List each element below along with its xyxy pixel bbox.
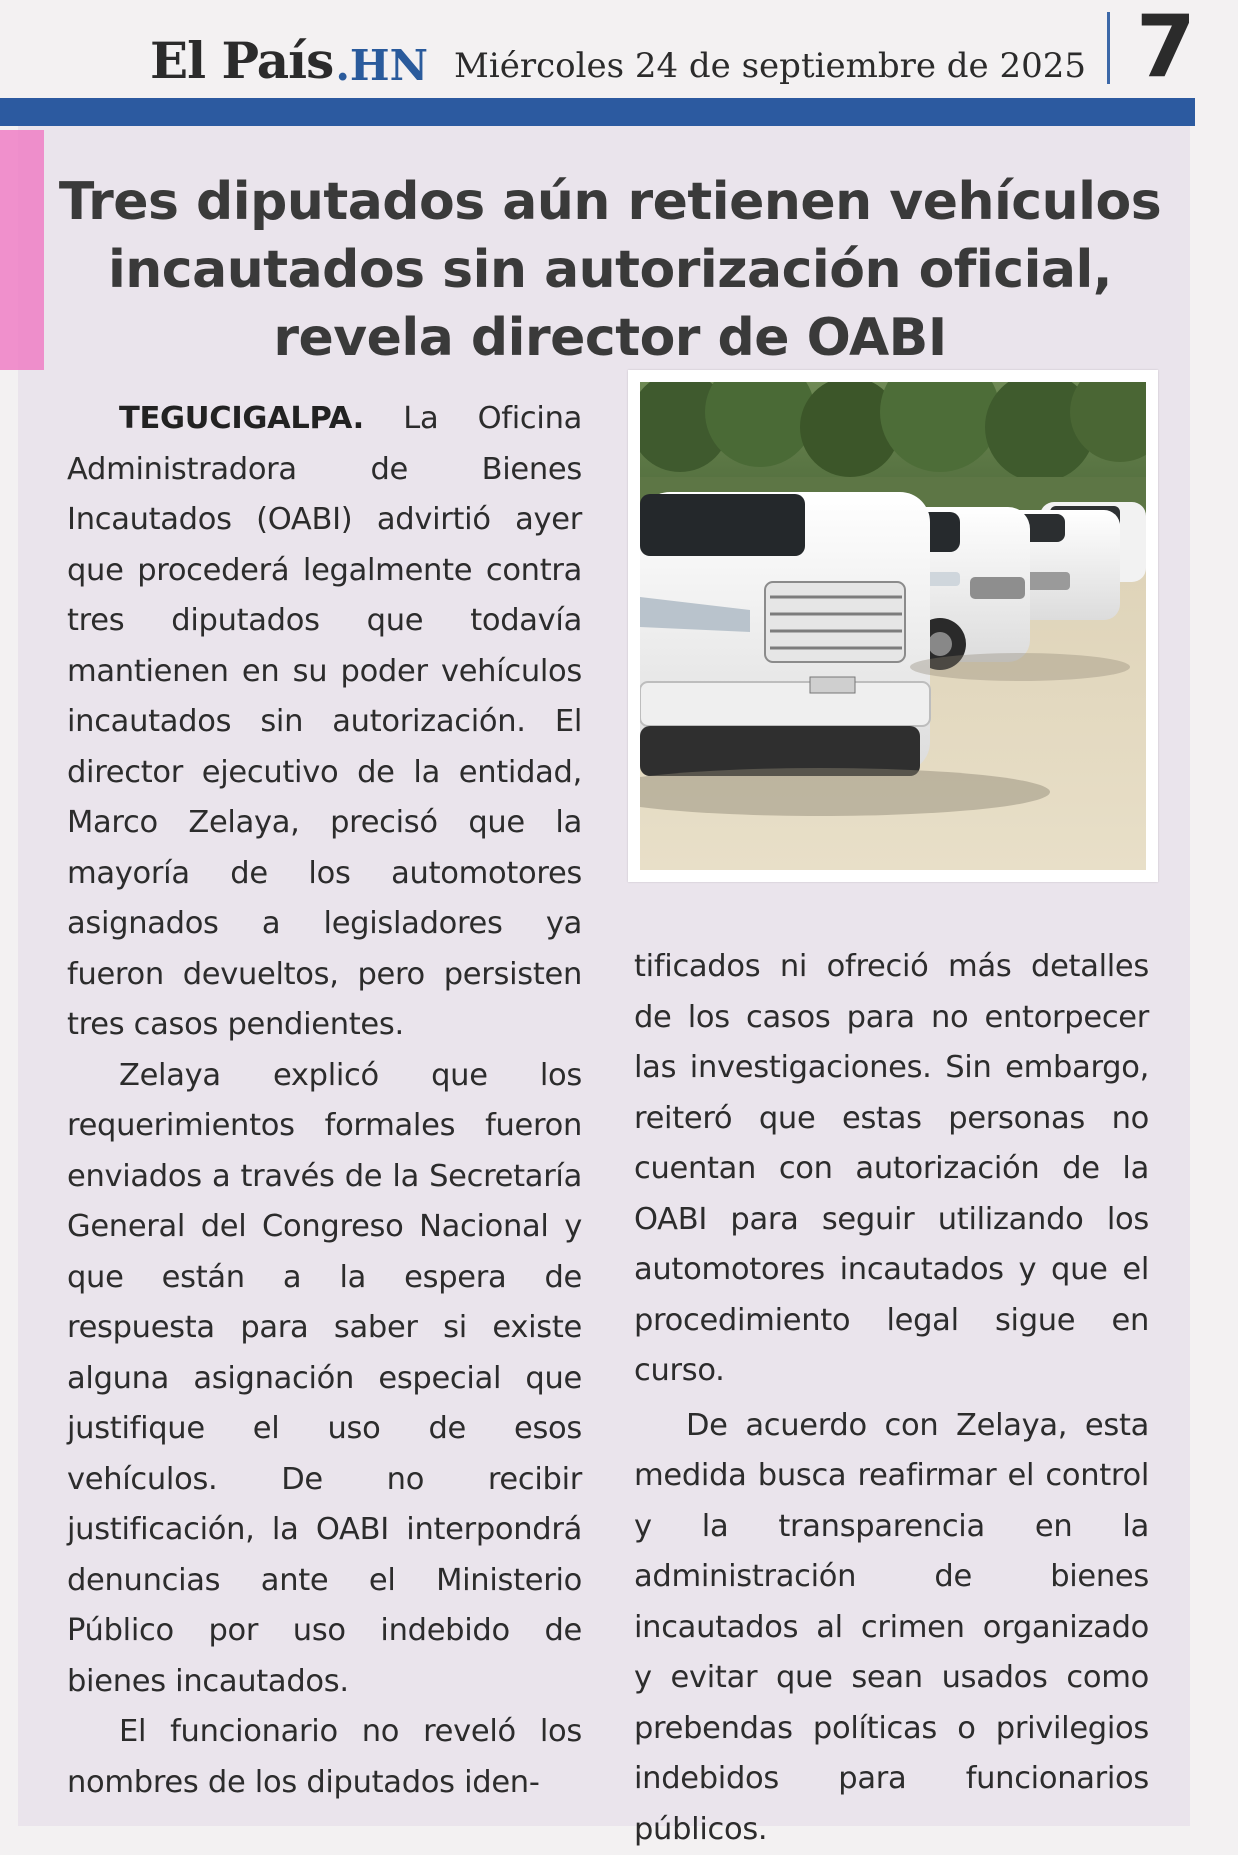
page-number: 7: [1136, 4, 1196, 90]
paragraph-1-text: La Oficina Administradora de Bienes Incautados (OABI) advirtió ayer que procederá legalmente contra tres diputados que todavía mantienen en su poder vehículos incautados sin autorización. El director ejecutivo de la entidad, Marco Zelaya, precisó que la mayoría de los automotores asignados a legisladores ya fueron devueltos, pero persisten tres casos pendientes.: [67, 401, 582, 1042]
paragraph-3-start: El funcionario no reveló los nombres de los diputados iden-: [67, 1707, 582, 1808]
headline: Tres diputados aún retienen vehículos incautados sin autorización oficial, revela director de OABI: [40, 168, 1180, 372]
vehicles-illustration: [640, 382, 1146, 870]
paragraph-4: De acuerdo con Zelaya, esta medida busca reafirmar el control y la transparencia en la administración de bienes incautados al crimen organizado y evitar que sean usados como prebendas políticas o privilegios indebidos para funcionarios públicos.: [634, 1401, 1149, 1855]
dateline: TEGUCIGALPA.: [119, 401, 364, 436]
article-column-left: [67, 394, 582, 1808]
photo-parked-vehicles: [640, 382, 1146, 870]
paragraph-3-end: tificados ni ofreció más detalles de los casos para no entorpecer las investigaciones. Sin embargo, reiteró que estas personas no cuentan con autorización de la OABI para seguir utilizando los automotores incautados y que el procedimiento legal sigue en curso.: [634, 942, 1149, 1397]
header-divider: [1107, 12, 1110, 84]
paragraph-1: [67, 394, 582, 1051]
header-rule: [0, 98, 1195, 126]
paragraph-2: Zelaya explicó que los requerimientos formales fueron enviados a través de la Secretaría General del Congreso Nacional y que están a la espera de respuesta para saber si existe alguna asignación especial que justifique el uso de esos vehículos. De no recibir justificación, la OABI interpondrá denuncias ante el Ministerio Público por uso indebido de bienes incautados.: [67, 1051, 582, 1708]
issue-date: Miércoles 24 de septiembre de 2025: [454, 46, 1086, 90]
article-column-right: [634, 942, 1149, 1855]
brand-name: El País: [150, 31, 333, 90]
masthead: [150, 20, 1086, 90]
brand-suffix: .HN: [335, 41, 428, 90]
section-color-tab: [0, 130, 44, 370]
article-photo: [628, 370, 1158, 882]
